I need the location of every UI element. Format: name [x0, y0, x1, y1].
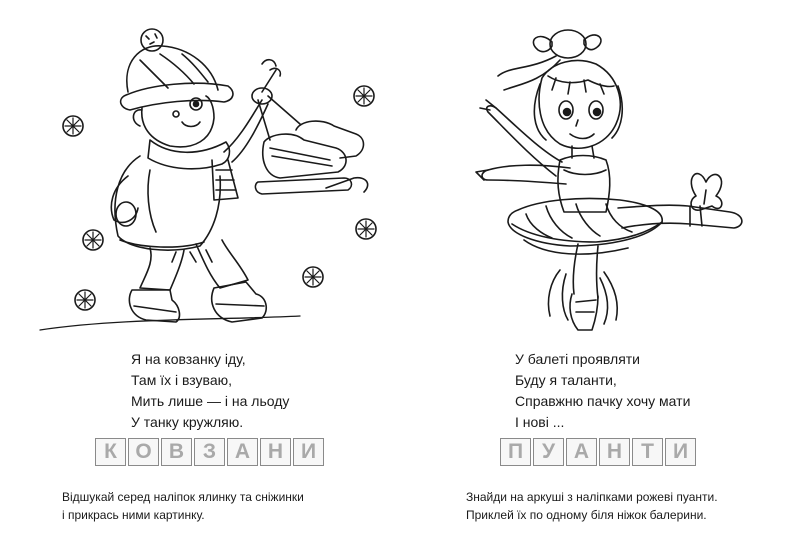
- snowflake-icon: [356, 219, 376, 239]
- snowflake-icon: [63, 116, 83, 136]
- task-instructions: [62, 488, 304, 524]
- answer-word-boxes: [500, 438, 696, 466]
- letter-cell: И: [665, 438, 696, 466]
- boy-with-skates-illustration: [0, 0, 400, 340]
- letter-cell: У: [533, 438, 564, 466]
- task-line: Приклей їх по одному біля ніжок балерини.: [466, 508, 707, 522]
- letter-cell: Н: [260, 438, 291, 466]
- letter-cell: В: [161, 438, 192, 466]
- poem-line: Буду я таланти,: [515, 372, 617, 388]
- poem-line: Справжню пачку хочу мати: [515, 393, 691, 409]
- poem: [131, 349, 289, 433]
- snowflake-icon: [354, 86, 374, 106]
- task-line: Відшукай серед наліпок ялинку та сніжинки: [62, 490, 304, 504]
- snowflake-icon: [83, 230, 103, 250]
- letter-cell: К: [95, 438, 126, 466]
- letter-cell: А: [566, 438, 597, 466]
- poem-line: Мить лише — і на льоду: [131, 393, 290, 409]
- task-line: Знайди на аркуші з наліпками рожеві пуанти.: [466, 490, 718, 504]
- letter-cell: П: [500, 438, 531, 466]
- poem-line: У балеті проявляти: [515, 351, 641, 367]
- poem-line: У танку кружляю.: [131, 414, 244, 430]
- poem-line: Там їх і взуваю,: [131, 372, 233, 388]
- task-instructions: [466, 488, 718, 524]
- poem-line: Я на ковзанку іду,: [131, 351, 246, 367]
- letter-cell: Т: [632, 438, 663, 466]
- snowflake-icon: [75, 290, 95, 310]
- letter-cell: З: [194, 438, 225, 466]
- letter-cell: И: [293, 438, 324, 466]
- ballerina-illustration: [400, 0, 800, 340]
- letter-cell: Н: [599, 438, 630, 466]
- letter-cell: О: [128, 438, 159, 466]
- snowflake-icon: [303, 267, 323, 287]
- poem-line: І нові ...: [515, 414, 565, 430]
- letter-cell: А: [227, 438, 258, 466]
- task-line: і прикрась ними картинку.: [62, 508, 205, 522]
- right-page: [400, 0, 800, 553]
- answer-word-boxes: [95, 438, 324, 466]
- poem: [515, 349, 690, 433]
